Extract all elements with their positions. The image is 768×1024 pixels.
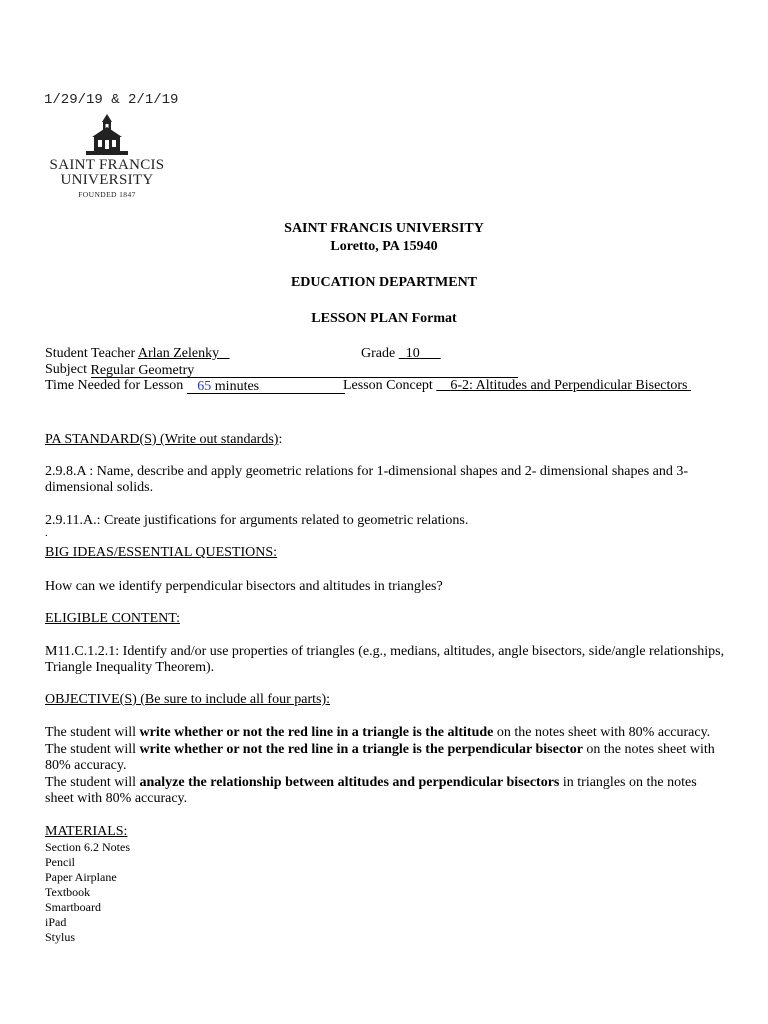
form-title: LESSON PLAN Format [311, 311, 457, 326]
materials-list [45, 840, 130, 945]
logo-text-line2: UNIVERSITY [60, 172, 154, 188]
logo-text-line1: SAINT FRANCIS [49, 157, 165, 173]
grade-value: 10 [405, 346, 420, 361]
grade-label: Grade [361, 346, 399, 361]
time-needed-field [45, 378, 345, 394]
big-ideas-text: How can we identify perpendicular bisectors and altitudes in triangles? [45, 579, 443, 594]
standard-2: 2.9.11.A.: Create justifications for arguments related to geometric relations. [45, 513, 469, 528]
subject-field [45, 362, 518, 378]
chapel-icon [44, 112, 170, 158]
materials-heading: MATERIALS: [45, 824, 128, 839]
university-title: SAINT FRANCIS UNIVERSITY [284, 221, 484, 236]
eligible-content-heading: ELIGIBLE CONTENT: [45, 611, 180, 626]
department-title: EDUCATION DEPARTMENT [290, 275, 478, 290]
objective-3: The student will analyze the relationship between altitudes and perpendicular bisectors in triangles on the notes sheet with 80% accuracy. [45, 775, 697, 806]
student-teacher-label: Student Teacher [45, 346, 138, 361]
standard-1: 2.9.8.A : Name, describe and apply geometric relations for 1-dimensional shapes and 2- dimensional shapes and 3-dimensional solids. [45, 464, 689, 495]
list-item: Section 6.2 Notes [45, 840, 130, 854]
list-item: Textbook [45, 885, 91, 899]
time-needed-value: 65 minutes [187, 379, 345, 394]
objective-1: The student will write whether or not the red line in a triangle is the altitude on the notes sheet with 80% accuracy. [45, 725, 711, 740]
objective-2: The student will write whether or not the red line in a triangle is the perpendicular bisector on the notes sheet with 80% accuracy. [45, 742, 715, 773]
lesson-concept-value: 6-2: Altitudes and Perpendicular Bisectors [450, 378, 688, 393]
lesson-concept-field [343, 378, 691, 394]
list-item: Smartboard [45, 900, 101, 914]
university-logo [44, 112, 170, 202]
big-ideas-heading: BIG IDEAS/ESSENTIAL QUESTIONS: [45, 545, 278, 560]
subject-value: Regular Geometry [91, 363, 518, 378]
eligible-content-text: M11.C.1.2.1: Identify and/or use properties of triangles (e.g., medians, altitudes, angle bisectors, side/angle relationships, Triangle Inequality Theorem). [45, 644, 725, 675]
university-location: Loretto, PA 15940 [330, 239, 438, 254]
list-item: Paper Airplane [45, 870, 117, 884]
grade-field [361, 346, 441, 362]
objectives-heading: OBJECTIVE(S) (Be sure to include all four parts): [45, 692, 330, 707]
logo-founded: FOUNDED 1847 [78, 190, 136, 199]
time-needed-label: Time Needed for Lesson [45, 378, 187, 393]
list-item: Pencil [45, 855, 75, 869]
list-item: iPad [45, 915, 67, 929]
lesson-concept-label: Lesson Concept [343, 378, 437, 393]
student-teacher-value: Arlan Zelenky [137, 346, 220, 361]
subject-label: Subject [45, 362, 91, 377]
student-teacher-field [45, 346, 230, 362]
list-item: Stylus [45, 930, 76, 944]
stray-dot: . [45, 527, 48, 539]
date-note: 1/29/19 & 2/1/19 [44, 92, 179, 108]
pa-standards-heading: PA STANDARD(S) (Write out standards): [45, 432, 283, 447]
